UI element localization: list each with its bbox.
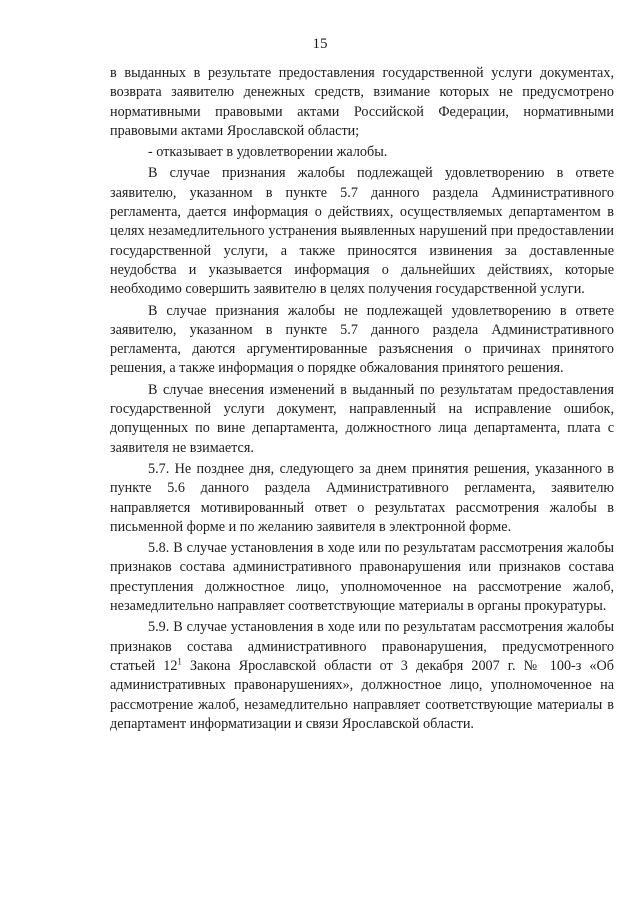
paragraph-complaint-satisfied: В случае признания жалобы подлежащей удовлетворению в ответе заявителю, указанном в пункте 5.7 данного раздела Административного регламента, дается информация о действиях, осуществляемых департаментом в целях незамедлительного устранения выявленных нарушений при предоставлении государственной услуги, а также приносятся извинения за доставленные неудобства и указывается информация о дальнейших действиях, которые необходимо совершить заявителю в целях получения государственной услуги. [110,165,614,298]
article-superscript: 1 [177,656,182,667]
paragraph-continuation: в выданных в результате предоставления государственной услуги документах, возврата заявителю денежных средств, взимание которых не предусмотрено нормативными правовыми актами Российской Федерации, нормативными правовыми актами Ярославской области; [110,65,614,139]
paragraph-refusal: - отказывает в удовлетворении жалобы. [148,144,388,161]
page-number: 15 [312,36,328,52]
document-body [110,64,614,734]
paragraph-complaint-rejected: В случае признания жалобы не подлежащей удовлетворению в ответе заявителю, указанном в пункте 5.7 данного раздела Административного регламента, даются аргументированные разъяснения о причинах принятого решения, а также информация о порядке обжалования принятого решения. [110,302,614,377]
paragraph-5-9-end: Закона Ярославской области от 3 декабря 2007 г. № 100-з «Об административных правонарушениях», должностное лицо, уполномоченное на рассмотрение жалоб, незамедлительно направляет соответствующие материалы в департамент информатизации и связи Ярославской области. [110,657,614,732]
paragraph-5-7: 5.7. Не позднее дня, следующего за днем принятия решения, указанного в пункте 5.6 данного раздела Административного регламента, заявителю направляется мотивированный ответ о результатах рассмотрения жалобы в письменной форме и по желанию заявителя в электронной форме. [110,460,614,535]
paragraph-document-changes: В случае внесения изменений в выданный по результатам предоставления государственной услуги документ, направленный на исправление ошибок, допущенных по вине департамента, должностного лица департамента, плата с заявителя не взимается. [110,381,614,456]
paragraph-5-9 [110,618,614,734]
paragraph-5-8: 5.8. В случае установления в ходе или по результатам рассмотрения жалобы признаков состава административного правонарушения или признаков состава преступления должностное лицо, уполномоченное на рассмотрение жалоб, незамедлительно направляет соответствующие материалы в органы прокуратуры. [110,540,614,615]
paragraph-5-9-start: 5.9. В случае установления в ходе или по результатам рассмотрения жалобы признаков состава административного правонарушения, предусмотренного статьей 12 [110,619,614,674]
